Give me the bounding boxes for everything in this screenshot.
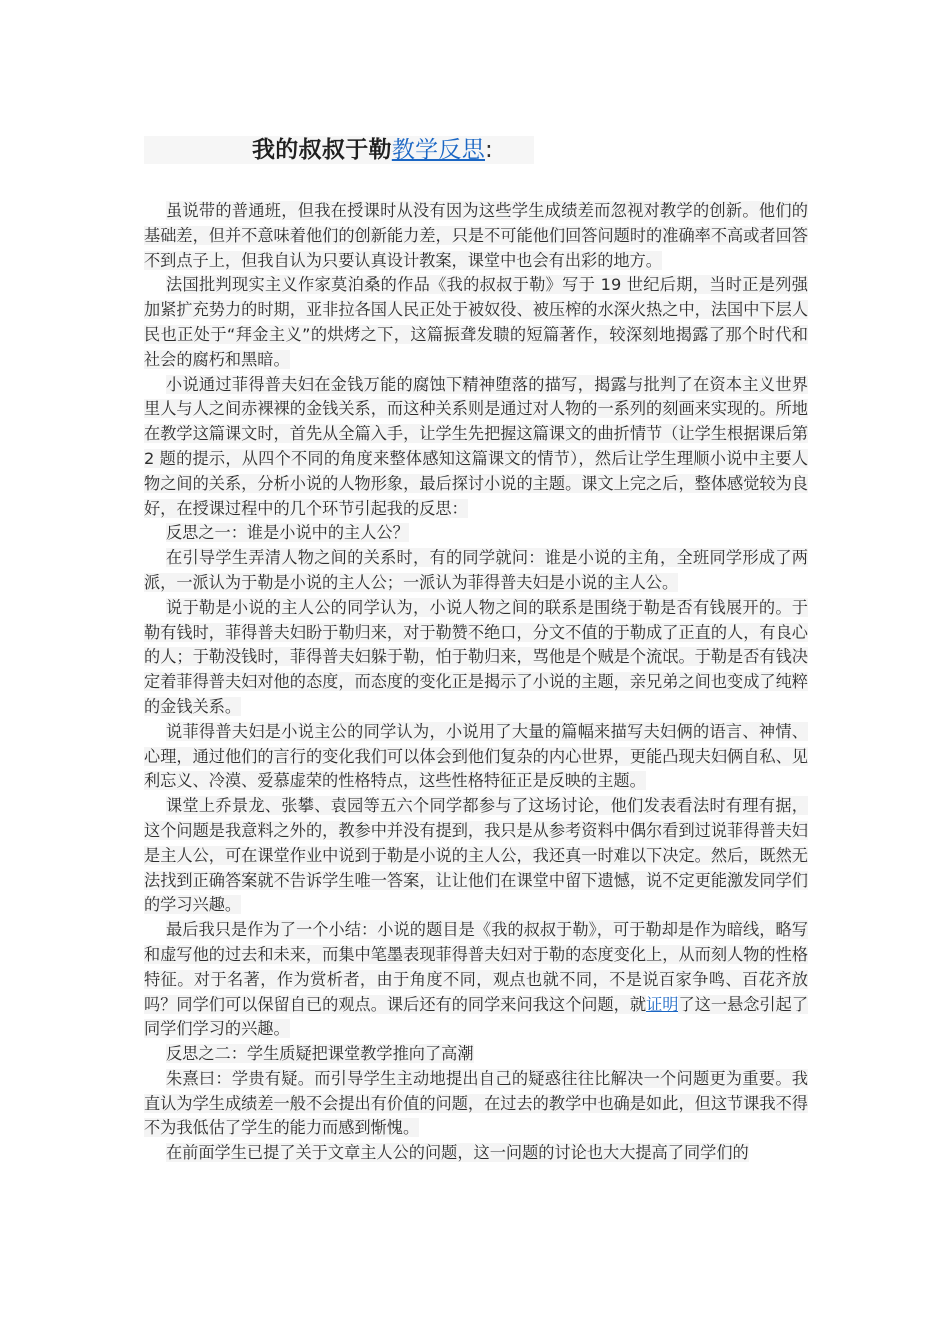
paragraph-10: 在前面学生已提了关于文章主人公的问题，这一问题的讨论也大大提高了同学们的 — [166, 1143, 749, 1163]
title-colon: : — [485, 137, 494, 163]
proof-link[interactable]: 证明 — [646, 994, 679, 1014]
paragraph-6: 说菲得普夫妇是小说主公的同学认为，小说用了大量的篇幅来描写夫妇俩的语言、神情、心理，通过他们的言行的变化我们可以体会到他们复杂的内心世界，更能凸现夫妇俩自私、见利忘义、冷漠、爱慕虚荣的性格特点，这些性格特征正是反映的主题。 — [144, 721, 808, 791]
document-body — [144, 199, 808, 1166]
title-main: 我的叔叔于勒 — [252, 137, 392, 163]
reflection-heading-1: 反思之一：谁是小说中的主人公？ — [166, 523, 409, 543]
paragraph-9: 朱熹曰：学贵有疑。而引导学生主动地提出自己的疑惑往往比解决一个问题更为重要。我直认为学生成绩差一般不会提出有价值的问题，在过去的教学中也确是如此，但这节课我不得不为我低估了学生的能力而感到惭愧。 — [144, 1068, 808, 1138]
paragraph-4: 在引导学生弄清人物之间的关系时，有的同学就问：谁是小说的主角，全班同学形成了两派，一派认为于勒是小说的主人公；一派认为菲得普夫妇是小说的主人公。 — [144, 548, 808, 592]
reflection-heading-2: 反思之二：学生质疑把课堂教学推向了高潮 — [166, 1044, 474, 1064]
paragraph-1: 虽说带的普通班，但我在授课时从没有因为这些学生成绩差而忽视对教学的创新。他们的基础差，但并不意味着他们的创新能力差，只是不可能他们回答问题时的准确率不高或者回答不到点子上，但我自认为只要认真设计教案，课堂中也会有出彩的地方。 — [144, 201, 808, 270]
paragraph-5: 说于勒是小说的主人公的同学认为，小说人物之间的联系是围绕于勒是否有钱展开的。于勒有钱时，菲得普夫妇盼于勒归来，对于勒赞不绝口，分文不值的于勒成了正直的人，有良心的人；于勒没钱时，菲得普夫妇躲于勒，怕于勒归来，骂他是个贼是个流氓。于勒是否有钱决定着菲得普夫妇对他的态度，而态度的变化正是揭示了小说的主题，亲兄弟之间也变成了纯粹的金钱关系。 — [144, 597, 808, 716]
page-title — [252, 134, 493, 166]
paragraph-7: 课堂上乔景龙、张攀、袁园等五六个同学都参与了这场讨论，他们发表看法时有理有据，这个问题是我意料之外的，教参中并没有提到，我只是从参考资料中偶尔看到过说菲得普夫妇是主人公，可在课堂作业中说到于勒是小说的主人公，我还真一时难以下决定。然后，既然无法找到正确答案就不告诉学生唯一答案，让让他们在课堂中留下遗憾，说不定更能激发同学们的学习兴趣。 — [144, 796, 808, 915]
paragraph-8: 最后我只是作为了一个小结：小说的题目是《我的叔叔于勒》，可于勒却是作为暗线，略写和虚写他的过去和未来，而集中笔墨表现菲得普夫妇对于勒的态度变化上，从而刻人物的性格特征。对于名著，作为赏析者，由于角度不同，观点也就不同，不是说百家争鸣、百花齐放吗？同学们可以保留自已的观点。课后还有的同学来问我这个问题，就证明了这一悬念引起了同学们学习的兴趣。 — [144, 920, 809, 1039]
paragraph-2: 法国批判现实主义作家莫泊桑的作品《我的叔叔于勒》写于 19 世纪后期，当时正是列强加紧扩充势力的时期，亚非拉各国人民正处于被奴役、被压榨的水深火热之中，法国中下层人民也正处于“拜金主义”的烘烤之下，这篇振聋发聩的短篇著作，较深刻地揭露了那个时代和社会的腐朽和黑暗。 — [144, 275, 808, 369]
title-link[interactable]: 教学反思 — [391, 137, 486, 163]
paragraph-3: 小说通过菲得普夫妇在金钱万能的腐蚀下精神堕落的描写，揭露与批判了在资本主义世界里人与人之间赤裸裸的金钱关系，而这种关系则是通过对人物的一系列的刻画来实现的。所地在教学这篇课文时，首先从全篇入手，让学生先把握这篇课文的曲折情节（让学生根据课后第 2 题的提示，从四个不同的角度来整体感知这篇课文的情节），然后让学生理顺小说中主要人物之间的关系，分析小说的人物形象，最后探讨小说的主题。课文上完之后，整体感觉较为良好，在授课过程中的几个环节引起我的反思： — [144, 374, 808, 518]
